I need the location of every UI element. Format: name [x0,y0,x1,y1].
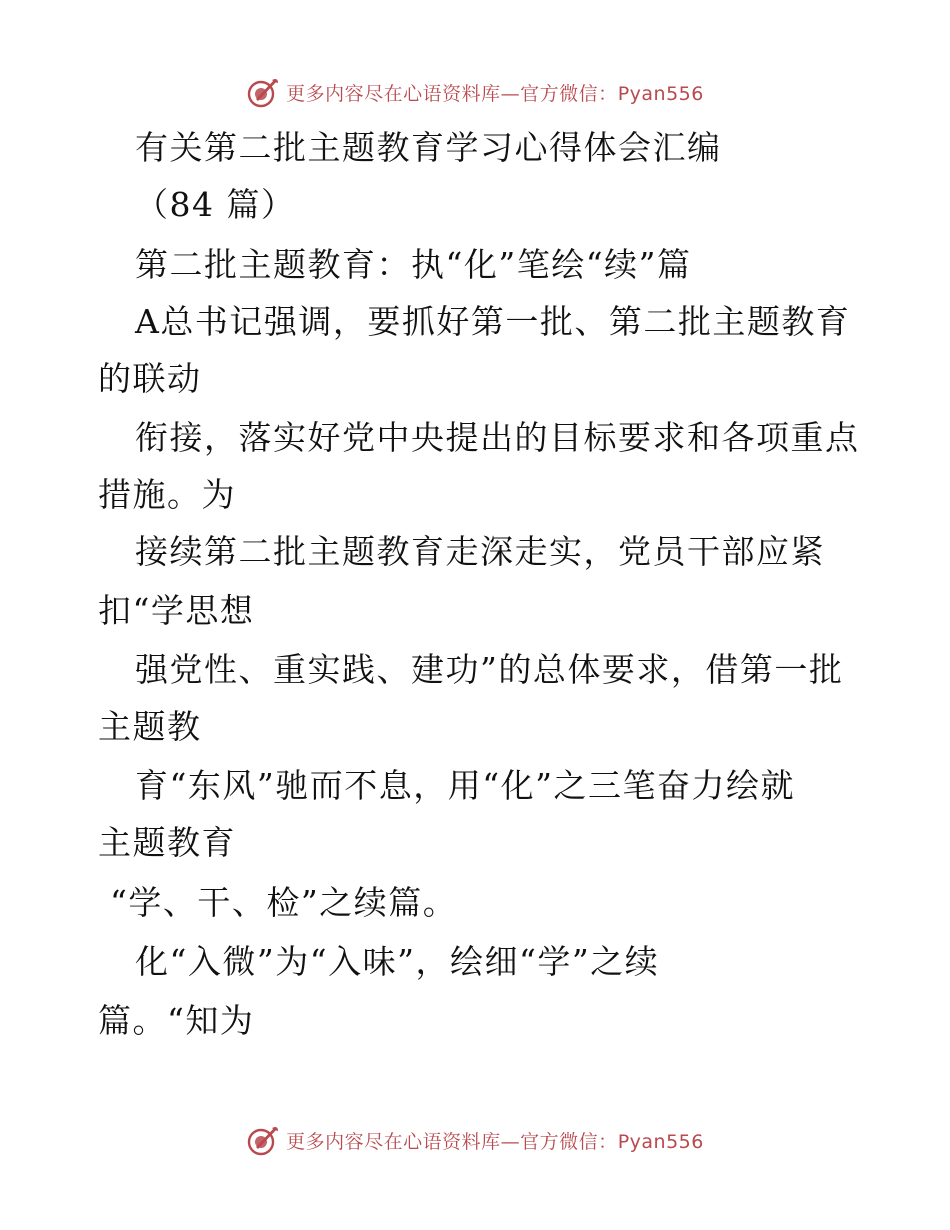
banner-separator: — [500,1130,521,1153]
text-line: “学、干、检”之续篇。 [110,883,458,922]
banner-text [286,1127,704,1154]
text-line: 强党性、重实践、建功”的总体要求，借第一批 [135,650,844,689]
quill-logo-icon [246,1123,280,1157]
banner-account-prefix: 官方微信： [520,82,618,105]
banner-text [286,79,704,106]
text-line: 育“东风”驰而不息，用“化”之三笔奋力绘就 [135,766,795,805]
banner-account: Pyan556 [617,1130,704,1153]
text-line: 接续第二批主题教育走深走实，党员干部应紧 [135,532,825,571]
text-line: A总书记强调，要抓好第一批、第二批主题教育 [135,302,851,341]
banner-slogan: 更多内容尽在心语资料库 [286,1130,501,1153]
text-line: 的联动 [98,359,202,398]
document-subtitle: （84 篇） [135,185,296,224]
text-line: 主题教育 [98,823,236,862]
quill-logo-icon [246,75,280,109]
header-banner [0,72,950,112]
document-title: 有关第二批主题教育学习心得体会汇编 [135,128,722,167]
text-line: 措施。为 [98,475,236,514]
text-line: 扣“学思想 [98,591,255,630]
text-line: 主题教 [98,707,202,746]
banner-slogan: 更多内容尽在心语资料库 [286,82,501,105]
text-line: 衔接，落实好党中央提出的目标要求和各项重点 [135,418,860,457]
text-line: 篇。“知为 [98,1001,255,1040]
text-line: 化“入微”为“入味”，绘细“学”之续 [135,942,660,981]
banner-separator: — [500,82,521,105]
banner-account: Pyan556 [617,82,704,105]
section-heading: 第二批主题教育：执“化”笔绘“续”篇 [135,245,692,284]
banner-account-prefix: 官方微信： [520,1130,618,1153]
footer-banner [0,1120,950,1160]
